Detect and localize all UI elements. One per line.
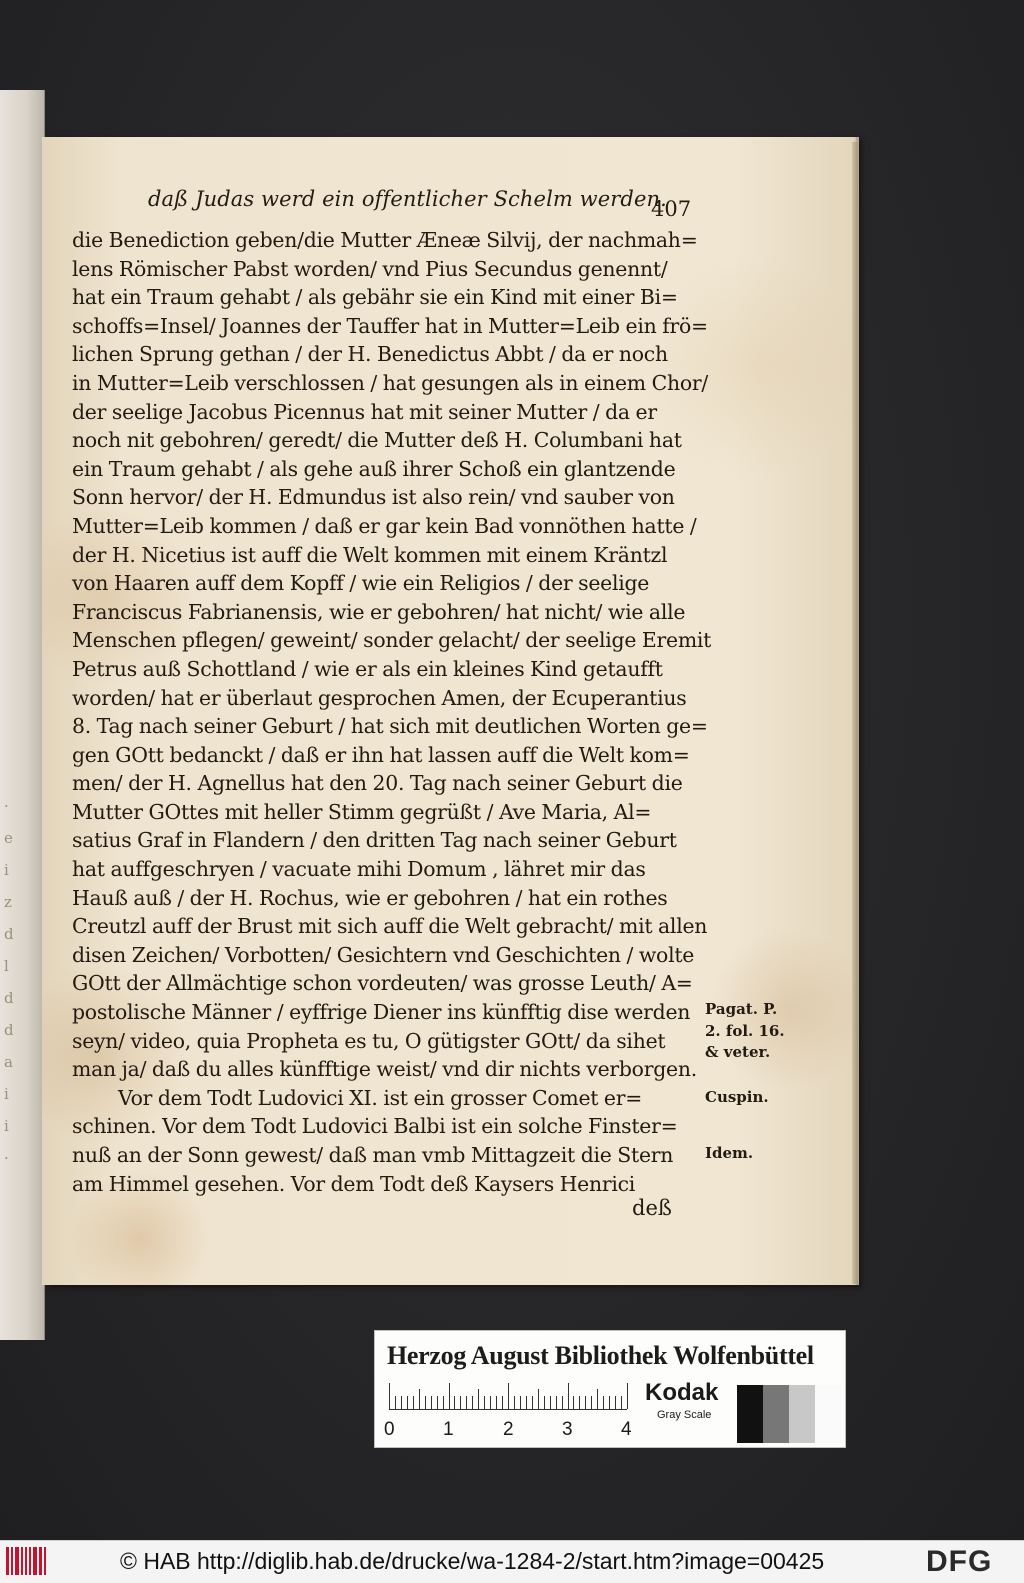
- body-text: [72, 226, 712, 1198]
- ruler-tick: [502, 1396, 503, 1409]
- text-line: ein Traum gehabt / als gehe auß ihrer Schoß ein glantzende: [72, 456, 676, 481]
- text-line: die Benediction geben/die Mutter Æneæ Silvij, der nachmah=: [72, 228, 698, 252]
- ruler-number: 1: [443, 1419, 454, 1440]
- ruler-tick: [526, 1396, 527, 1409]
- ruler-tick: [597, 1389, 598, 1409]
- text-line: worden/ hat er überlaut gesprochen Amen, der Ecuperantius: [72, 685, 687, 710]
- text-line: Sonn hervor/ der H. Edmundus ist also rein/ vnd sauber von: [72, 485, 675, 510]
- ruler-tick: [395, 1396, 396, 1409]
- text-line: postolische Männer / eyffrige Diener ins künfftig dise werden: [72, 1000, 691, 1025]
- ruler-tick: [389, 1383, 390, 1409]
- text-line: Creutzl auff der Brust mit sich auff die Welt gebracht/ mit allen: [72, 914, 708, 939]
- text-line: Hauß auß / der H. Rochus, wie er gebohren / hat ein rothes: [72, 885, 668, 910]
- ruler-tick: [579, 1396, 580, 1409]
- page-number: 407: [651, 197, 692, 221]
- ruler: [389, 1381, 627, 1410]
- text-line: lichen Sprung gethan / der H. Benedictus Abbt / da er noch: [72, 342, 668, 367]
- ruler-tick: [520, 1396, 521, 1409]
- ruler-tick: [585, 1396, 586, 1409]
- ruler-tick: [532, 1396, 533, 1409]
- text-line: man ja/ daß du alles künfftige weist/ vnd dir nichts verborgen.: [72, 1057, 697, 1082]
- gray-swatch-light: [789, 1385, 815, 1443]
- marginal-note: Pagat. P.: [705, 1000, 778, 1018]
- running-head: daß Judas werd ein offentlicher Schelm werden.: [148, 187, 667, 211]
- ruler-tick: [407, 1396, 408, 1409]
- color-target: [374, 1330, 846, 1448]
- text-line: schinen. Vor dem Todt Ludovici Balbi ist ein solche Finster=: [72, 1114, 678, 1139]
- text-line: schoffs=Insel/ Joannes der Tauffer hat in Mutter=Leib ein frö=: [72, 313, 708, 338]
- ruler-tick: [562, 1396, 563, 1409]
- ruler-tick: [425, 1396, 426, 1409]
- page-header: [148, 183, 692, 221]
- text-line: der seelige Jacobus Picennus hat mit seiner Mutter / da er: [72, 399, 657, 424]
- text-line: Mutter GOttes mit heller Stimm gegrüßt / Ave Maria, Al=: [72, 799, 652, 824]
- ruler-number: 2: [503, 1419, 514, 1440]
- ruler-tick: [419, 1389, 420, 1409]
- text-line: Mutter=Leib kommen / daß er gar kein Bad vonnöthen hatte /: [72, 513, 697, 538]
- text-line: von Haaren auff dem Kopff / wie ein Religios / der seelige: [72, 571, 650, 596]
- ruler-tick: [544, 1396, 545, 1409]
- text-line: men/ der H. Agnellus hat den 20. Tag nach seiner Geburt die: [72, 771, 683, 796]
- ruler-tick: [449, 1383, 450, 1409]
- text-line: disen Zeichen/ Vorbotten/ Gesichtern vnd Geschichten / wolte: [72, 942, 695, 967]
- ruler-tick: [472, 1396, 473, 1409]
- text-line: hat auffgeschryen / vacuate mihi Domum , lähret mir das: [72, 857, 646, 882]
- ruler-tick: [621, 1396, 622, 1409]
- catchword: deß: [632, 1196, 672, 1220]
- ruler-tick: [615, 1396, 616, 1409]
- text-line: Petrus auß Schottland / wie er als ein kleines Kind getaufft: [72, 656, 663, 681]
- text-line: Franciscus Fabrianensis, wie er gebohren/ hat nicht/ wie alle: [72, 599, 686, 624]
- marginal-note: 2. fol. 16.: [705, 1022, 785, 1040]
- ruler-number: 0: [384, 1419, 395, 1440]
- gray-swatch-black: [737, 1385, 763, 1443]
- ruler-tick: [496, 1396, 497, 1409]
- footer-bar: [0, 1540, 1024, 1583]
- marginal-note: Idem.: [705, 1144, 754, 1162]
- ruler-tick: [437, 1396, 438, 1409]
- gray-swatch-mid: [763, 1385, 789, 1443]
- text-line: lens Römischer Pabst worden/ vnd Pius Secundus genennt/: [72, 256, 668, 281]
- text-line: nuß an der Sonn gewest/ daß man vmb Mittagzeit die Stern: [72, 1143, 674, 1167]
- ruler-tick: [550, 1396, 551, 1409]
- ruler-tick: [466, 1396, 467, 1409]
- text-line: Vor dem Todt Ludovici XI. ist ein grosser Comet er=: [118, 1085, 643, 1110]
- ruler-tick: [413, 1396, 414, 1409]
- text-line: 8. Tag nach seiner Geburt / hat sich mit deutlichen Worten ge=: [72, 714, 708, 739]
- gray-swatch-white: [815, 1385, 841, 1443]
- ruler-tick: [478, 1389, 479, 1409]
- text-line: GOtt der Allmächtige schon vordeuten/ was grosse Leuth/ A=: [72, 971, 693, 996]
- ruler-tick: [431, 1396, 432, 1409]
- text-line: am Himmel gesehen. Vor dem Todt deß Kaysers Henrici: [72, 1171, 636, 1196]
- ruler-tick: [514, 1396, 515, 1409]
- page-edge: [852, 142, 858, 1284]
- text-line: seyn/ video, quia Propheta es tu, O gütigster GOtt/ da sihet: [72, 1028, 666, 1053]
- footer-link[interactable]: © HAB http://diglib.hab.de/drucke/wa-1284-2/start.htm?image=00425: [120, 1548, 825, 1574]
- text-line: gen GOtt bedanckt / daß er ihn hat lassen auff die Welt kom=: [72, 742, 690, 767]
- dfg-logo: DFG: [926, 1545, 993, 1578]
- ruler-tick: [484, 1396, 485, 1409]
- ruler-tick: [454, 1396, 455, 1409]
- target-title: Herzog August Bibliothek Wolfenbüttel: [387, 1341, 814, 1370]
- marginal-note: & veter.: [705, 1043, 771, 1061]
- text-line: satius Graf in Flandern / den dritten Tag nach seiner Geburt: [72, 828, 677, 853]
- marginal-note: Cuspin.: [705, 1088, 769, 1106]
- ruler-tick: [603, 1396, 604, 1409]
- ruler-tick: [443, 1396, 444, 1409]
- ruler-tick: [556, 1396, 557, 1409]
- previous-page-glyphs: · e i z d l d d a i i ·: [4, 797, 14, 1167]
- text-line: Menschen pflegen/ geweint/ sonder gelacht/ der seelige Eremit: [72, 628, 712, 653]
- ruler-tick: [568, 1383, 569, 1409]
- ruler-tick: [508, 1383, 509, 1409]
- kodak-label: Kodak: [645, 1379, 719, 1406]
- gray-scale-label: Gray Scale: [657, 1409, 712, 1421]
- ruler-tick: [538, 1389, 539, 1409]
- text-line: in Mutter=Leib verschlossen / hat gesungen als in einem Chor/: [72, 370, 708, 395]
- text-line: der H. Nicetius ist auff die Welt kommen mit einem Kräntzl: [72, 542, 668, 567]
- ruler-tick: [401, 1396, 402, 1409]
- ruler-number: 3: [562, 1419, 573, 1440]
- ruler-tick: [627, 1383, 628, 1409]
- text-line: noch nit gebohren/ geredt/ die Mutter deß H. Columbani hat: [72, 428, 682, 453]
- ruler-number: 4: [621, 1419, 632, 1440]
- ruler-tick: [573, 1396, 574, 1409]
- ruler-tick: [490, 1396, 491, 1409]
- previous-page-edge: [0, 90, 45, 1340]
- hab-logo-icon: [6, 1547, 46, 1575]
- text-line: hat ein Traum gehabt / als gebähr sie ein Kind mit einer Bi=: [72, 285, 678, 310]
- ruler-tick: [591, 1396, 592, 1409]
- ruler-tick: [460, 1396, 461, 1409]
- ruler-numbers: [384, 1419, 649, 1441]
- ruler-tick: [609, 1396, 610, 1409]
